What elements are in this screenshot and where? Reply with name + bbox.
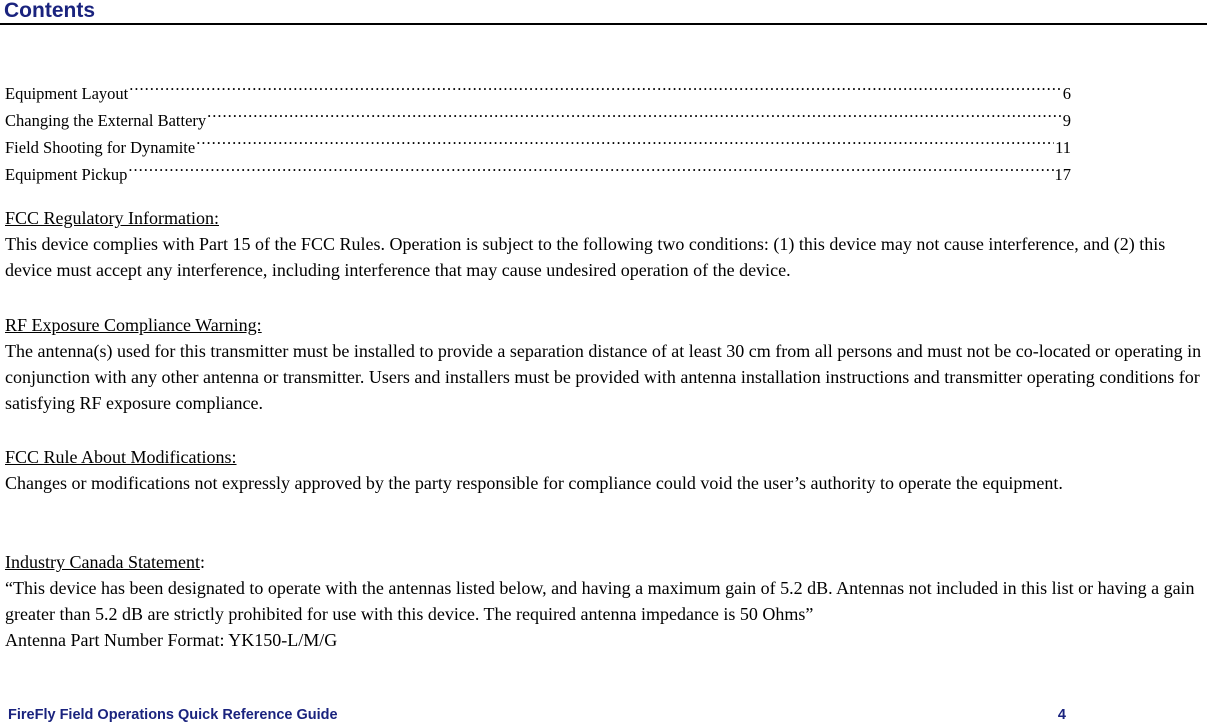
rf-exposure-section — [5, 312, 1205, 416]
toc-entry[interactable] — [5, 99, 1071, 130]
toc-entry-title: Equipment Layout — [5, 84, 129, 103]
toc-entry-page: 9 — [1062, 111, 1071, 130]
toc-entry[interactable] — [5, 153, 1071, 184]
footer-page-number: 4 — [1057, 707, 1066, 723]
section-body: Changes or modifications not expressly approved by the party responsible for compliance could void the user’s authority to operate the equipment. — [5, 473, 1063, 493]
section-body: The antenna(s) used for this transmitter must be installed to provide a separation distance of at least 30 cm from all persons and must not be co-located or operating in conjunction with any other antenna or transmitter. Users and installers must be provided with antenna installation instructions and transmitter operating conditions for satisfying RF exposure compliance. — [5, 341, 1202, 413]
toc-entry-page: 17 — [1054, 165, 1071, 184]
heading-divider — [0, 23, 1207, 25]
table-of-contents — [5, 72, 1071, 184]
section-title-colon: : — [199, 552, 205, 572]
fcc-modifications-section — [5, 444, 1205, 496]
fcc-regulatory-section — [5, 205, 1205, 283]
section-title: RF Exposure Compliance Warning: — [5, 315, 262, 335]
section-heading-line — [5, 549, 1205, 575]
toc-leader-dots — [196, 126, 1054, 153]
section-title: FCC Regulatory Information: — [5, 208, 219, 228]
page-heading: Contents — [4, 0, 95, 22]
section-body: This device complies with Part 15 of the FCC Rules. Operation is subject to the following two conditions: (1) this device may not cause interference, and (2) this device must accept any interference, including interference that may cause undesired operation of the device. — [5, 234, 1166, 280]
footer-title: FireFly Field Operations Quick Reference Guide — [8, 707, 338, 723]
toc-entry-title: Equipment Pickup — [5, 165, 128, 184]
industry-canada-section — [5, 549, 1205, 653]
toc-entry[interactable] — [5, 72, 1071, 103]
section-body: “This device has been designated to operate with the antennas listed below, and having a maximum gain of 5.2 dB. Antennas not included in this list or having a gain greater than 5.2 dB are strictly prohibited for use with this device. The required antenna impedance is 50 Ohms” — [5, 578, 1195, 624]
toc-entry-title: Field Shooting for Dynamite — [5, 138, 196, 157]
section-title: Industry Canada Statement — [5, 552, 200, 572]
toc-leader-dots — [128, 153, 1053, 180]
antenna-part-number: Antenna Part Number Format: YK150-L/M/G — [5, 630, 338, 650]
toc-entry-title: Changing the External Battery — [5, 111, 207, 130]
page-footer — [8, 706, 1068, 724]
section-title: FCC Rule About Modifications: — [5, 447, 237, 467]
toc-leader-dots — [129, 72, 1061, 99]
toc-leader-dots — [207, 99, 1062, 126]
toc-entry-page: 6 — [1062, 84, 1071, 103]
toc-entry-page: 11 — [1055, 138, 1071, 157]
